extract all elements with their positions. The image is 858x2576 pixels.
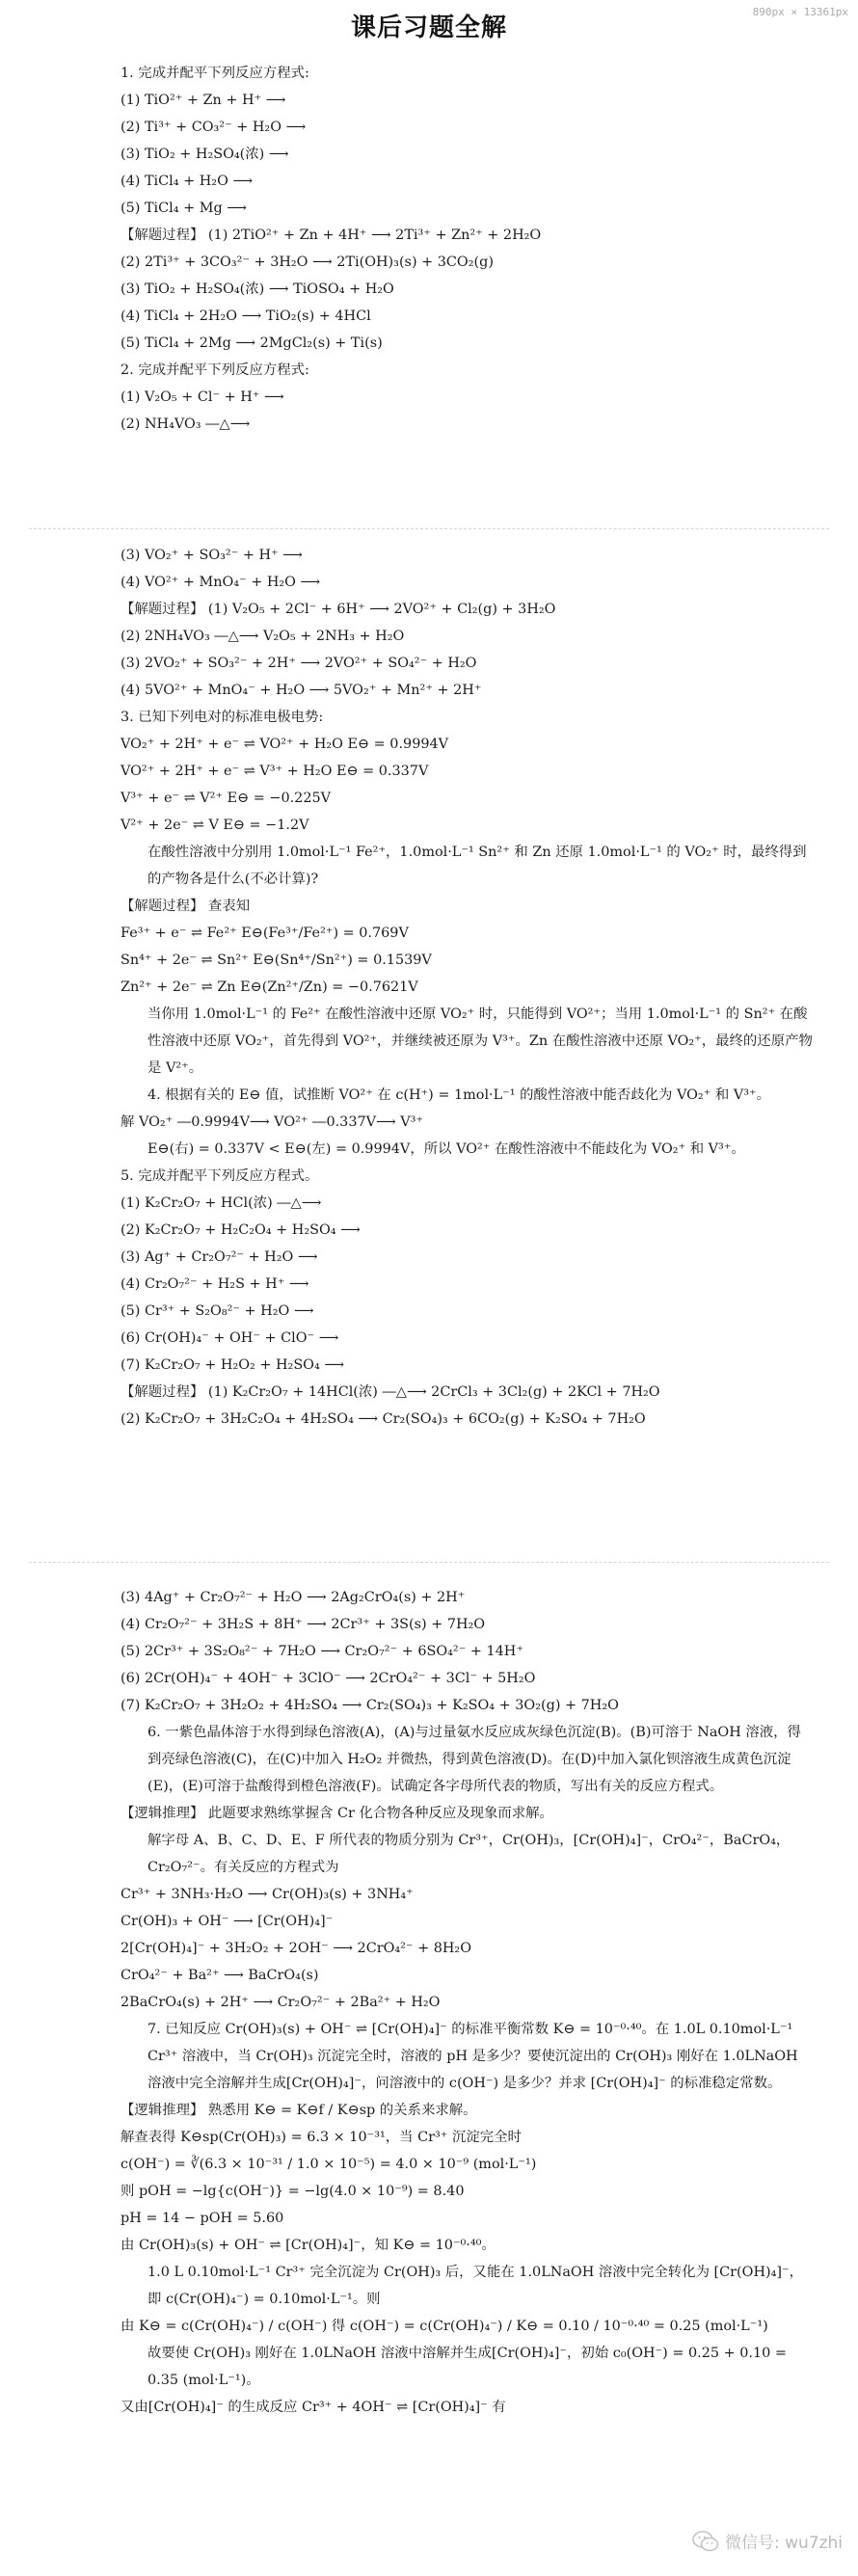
text-line: (5) TiCl₄ + 2Mg ⟶ 2MgCl₂(s) + Ti(s) xyxy=(121,335,383,351)
text-line: (4) VO²⁺ + MnO₄⁻ + H₂O ⟶ xyxy=(121,575,321,590)
text-line: 又由[Cr(OH)₄]⁻ 的生成反应 Cr³⁺ + 4OH⁻ ⇌ [Cr(OH)₄]⁻ 有 xyxy=(121,2400,506,2415)
text-line: 则 pOH = −lg{c(OH⁻)} = −lg(4.0 × 10⁻⁹) = 8.40 xyxy=(121,2184,465,2199)
text-line: 2BaCrO₄(s) + 2H⁺ ⟶ Cr₂O₇²⁻ + 2Ba²⁺ + H₂O xyxy=(121,1995,441,2010)
page-divider xyxy=(29,1562,829,1563)
page-header xyxy=(0,0,858,42)
text-paragraph: 当你用 1.0mol·L⁻¹ 的 Fe²⁺ 在酸性溶液中还原 VO₂⁺ 时，只能得到 VO²⁺；当用 1.0mol·L⁻¹ 的 Sn²⁺ 在酸性溶液中还原 VO₂⁺，首先得到 VO²⁺，并继续被还原为 V³⁺。Zn 在酸性溶液中还原 VO₂⁺，最终的还原产物是 V²⁺。 xyxy=(147,1006,813,1076)
text-line: 【解题过程】 (1) 2TiO²⁺ + Zn + 4H⁺ ⟶ 2Ti³⁺ + Zn²⁺ + 2H₂O xyxy=(121,228,542,243)
text-line: Sn⁴⁺ + 2e⁻ ⇌ Sn²⁺ E⊖(Sn⁴⁺/Sn²⁺) = 0.1539V xyxy=(121,953,432,968)
text-line: 【逻辑推理】 熟悉用 K⊖ = K⊖f / K⊖sp 的关系来求解。 xyxy=(121,2103,477,2118)
text-line: (3) TiO₂ + H₂SO₄(浓) ⟶ xyxy=(121,147,289,162)
text-line: (2) K₂Cr₂O₇ + 3H₂C₂O₄ + 4H₂SO₄ ⟶ Cr₂(SO₄)₃ + 6CO₂(g) + K₂SO₄ + 7H₂O xyxy=(121,1411,646,1427)
text-line: (6) Cr(OH)₄⁻ + OH⁻ + ClO⁻ ⟶ xyxy=(121,1330,339,1346)
text-line: (2) NH₄VO₃ ―△⟶ xyxy=(121,416,251,432)
text-paragraph: 7. 已知反应 Cr(OH)₃(s) + OH⁻ ⇌ [Cr(OH)₄]⁻ 的标准平衡常数 K⊖ = 10⁻⁰·⁴⁰。在 1.0L 0.10mol·L⁻¹ Cr³⁺ 溶液中，当 Cr(OH)₃ 沉淀完全时，溶液的 pH 是多少？要使沉淀出的 Cr(OH)₃ 刚好在 1.0LNaOH 溶液中完全溶解并生成[Cr(OH)₄]⁻，问溶液中的 c(OH⁻) 是多少？并求 [Cr(OH)₄]⁻ 的标准稳定常数。 xyxy=(147,2022,798,2091)
text-paragraph: 4. 根据有关的 E⊖ 值，试推断 VO²⁺ 在 c(H⁺) = 1mol·L⁻¹ 的酸性溶液中能否歧化为 VO₂⁺ 和 V³⁺。 xyxy=(147,1087,770,1103)
text-line: 【解题过程】 查表知 xyxy=(121,899,251,914)
text-line: 【解题过程】 (1) V₂O₅ + 2Cl⁻ + 6H⁺ ⟶ 2VO²⁺ + Cl₂(g) + 3H₂O xyxy=(121,602,556,617)
text-line: (2) 2Ti³⁺ + 3CO₃²⁻ + 3H₂O ⟶ 2Ti(OH)₃(s) + 3CO₂(g) xyxy=(121,255,494,270)
text-line: (7) K₂Cr₂O₇ + 3H₂O₂ + 4H₂SO₄ ⟶ Cr₂(SO₄)₃ + K₂SO₄ + 3O₂(g) + 7H₂O xyxy=(121,1698,619,1713)
text-line: VO₂⁺ + 2H⁺ + e⁻ ⇌ VO²⁺ + H₂O E⊖ = 0.9994V xyxy=(121,737,449,752)
text-line: (1) TiO²⁺ + Zn + H⁺ ⟶ xyxy=(121,93,286,108)
page-section-3 xyxy=(121,1584,815,2421)
text-line: (2) Ti³⁺ + CO₃²⁻ + H₂O ⟶ xyxy=(121,120,307,135)
text-line: (3) 2VO₂⁺ + SO₃²⁻ + 2H⁺ ⟶ 2VO²⁺ + SO₄²⁻ + H₂O xyxy=(121,656,477,671)
text-paragraph: 故要使 Cr(OH)₃ 刚好在 1.0LNaOH 溶液中溶解并生成[Cr(OH)₄]⁻，初始 c₀(OH⁻) = 0.25 + 0.10 = 0.35 (mol·L⁻¹)。 xyxy=(147,2346,787,2388)
wechat-watermark xyxy=(692,2529,843,2553)
text-line: 5. 完成并配平下列反应方程式。 xyxy=(121,1168,319,1184)
text-line: V²⁺ + 2e⁻ ⇌ V E⊖ = −1.2V xyxy=(121,818,309,833)
text-line: (4) TiCl₄ + H₂O ⟶ xyxy=(121,174,254,189)
text-line: (2) 2NH₄VO₃ ―△⟶ V₂O₅ + 2NH₃ + H₂O xyxy=(121,629,405,644)
text-paragraph: 1.0 L 0.10mol·L⁻¹ Cr³⁺ 完全沉淀为 Cr(OH)₃ 后，又能在 1.0LNaOH 溶液中完全转化为 [Cr(OH)₄]⁻，即 c(Cr(OH)₄⁻) = 0.10mol·L⁻¹。则 xyxy=(147,2265,803,2307)
text-line: (3) 4Ag⁺ + Cr₂O₇²⁻ + H₂O ⟶ 2Ag₂CrO₄(s) + 2H⁺ xyxy=(121,1590,466,1605)
page-divider xyxy=(29,528,829,529)
text-line: (5) TiCl₄ + Mg ⟶ xyxy=(121,201,247,216)
text-line: VO²⁺ + 2H⁺ + e⁻ ⇌ V³⁺ + H₂O E⊖ = 0.337V xyxy=(121,764,429,779)
wechat-icon xyxy=(692,2530,719,2553)
image-dimensions-label: 890px × 13361px xyxy=(752,6,848,18)
text-line: V³⁺ + e⁻ ⇌ V²⁺ E⊖ = −0.225V xyxy=(121,791,332,806)
page-title: 课后习题全解 xyxy=(350,13,507,42)
text-line: 3. 已知下列电对的标准电极电势: xyxy=(121,710,324,725)
text-line: Cr(OH)₃ + OH⁻ ⟶ [Cr(OH)₄]⁻ xyxy=(121,1914,334,1929)
watermark-text: 微信号: wu7zhi xyxy=(724,2534,843,2553)
text-line: 由 Cr(OH)₃(s) + OH⁻ ⇌ [Cr(OH)₄]⁻，知 K⊖ = 10⁻⁰·⁴⁰。 xyxy=(121,2238,496,2253)
text-line: (3) Ag⁺ + Cr₂O₇²⁻ + H₂O ⟶ xyxy=(121,1249,318,1265)
text-line: 1. 完成并配平下列反应方程式: xyxy=(121,66,309,81)
text-line: 【解题过程】 (1) K₂Cr₂O₇ + 14HCl(浓) ―△⟶ 2CrCl₃ + 3Cl₂(g) + 2KCl + 7H₂O xyxy=(121,1384,660,1400)
text-line: (3) TiO₂ + H₂SO₄(浓) ⟶ TiOSO₄ + H₂O xyxy=(121,282,394,297)
text-line: (5) 2Cr³⁺ + 3S₂O₈²⁻ + 7H₂O ⟶ Cr₂O₇²⁻ + 6SO₄²⁻ + 14H⁺ xyxy=(121,1644,523,1659)
text-line: (7) K₂Cr₂O₇ + H₂O₂ + H₂SO₄ ⟶ xyxy=(121,1357,344,1373)
text-line: 解 VO₂⁺ ―0.9994V⟶ VO²⁺ ―0.337V⟶ V³⁺ xyxy=(121,1114,424,1130)
page-section-1 xyxy=(121,60,815,438)
text-paragraph: 解字母 A、B、C、D、E、F 所代表的物质分别为 Cr³⁺，Cr(OH)₃，[Cr(OH)₄]⁻，CrO₄²⁻，BaCrO₄，Cr₂O₇²⁻。有关反应的方程式为 xyxy=(147,1833,791,1875)
text-paragraph: 6. 一紫色晶体溶于水得到绿色溶液(A)，(A)与过量氨水反应成灰绿色沉淀(B)。(B)可溶于 NaOH 溶液，得到亮绿色溶液(C)，在(C)中加入 H₂O₂ 并微热，得到黄色溶液(D)。在(D)中加入氯化钡溶液生成黄色沉淀(E)，(E)可溶于盐酸得到橙色溶液(F)。试确定各字母所代表的物质，写出有关的反应方程式。 xyxy=(147,1725,801,1794)
text-paragraph: E⊖(右) = 0.337V < E⊖(左) = 0.9994V，所以 VO²⁺ 在酸性溶液中不能歧化为 VO₂⁺ 和 V³⁺。 xyxy=(147,1141,745,1157)
text-line: (3) VO₂⁺ + SO₃²⁻ + H⁺ ⟶ xyxy=(121,548,303,563)
text-line: 2. 完成并配平下列反应方程式: xyxy=(121,362,309,378)
page-section-2 xyxy=(121,542,815,1433)
text-line: (4) 5VO²⁺ + MnO₄⁻ + H₂O ⟶ 5VO₂⁺ + Mn²⁺ + 2H⁺ xyxy=(121,683,482,698)
text-line: Fe³⁺ + e⁻ ⇌ Fe²⁺ E⊖(Fe³⁺/Fe²⁺) = 0.769V xyxy=(121,926,409,941)
text-paragraph: 在酸性溶液中分别用 1.0mol·L⁻¹ Fe²⁺，1.0mol·L⁻¹ Sn²⁺ 和 Zn 还原 1.0mol·L⁻¹ 的 VO₂⁺ 时，最终得到的产物各是什么(不必计算)? xyxy=(147,845,807,887)
text-line: (1) V₂O₅ + Cl⁻ + H⁺ ⟶ xyxy=(121,389,284,405)
text-line: pH = 14 − pOH = 5.60 xyxy=(121,2211,284,2226)
text-line: (5) Cr³⁺ + S₂O₈²⁻ + H₂O ⟶ xyxy=(121,1303,314,1319)
text-line: 2[Cr(OH)₄]⁻ + 3H₂O₂ + 2OH⁻ ⟶ 2CrO₄²⁻ + 8H₂O xyxy=(121,1941,472,1956)
text-line: (1) K₂Cr₂O₇ + HCl(浓) ―△⟶ xyxy=(121,1195,322,1211)
text-line: CrO₄²⁻ + Ba²⁺ ⟶ BaCrO₄(s) xyxy=(121,1968,319,1983)
text-line: Zn²⁺ + 2e⁻ ⇌ Zn E⊖(Zn²⁺/Zn) = −0.7621V xyxy=(121,979,418,995)
text-line: 由 K⊖ = c(Cr(OH)₄⁻) / c(OH⁻) 得 c(OH⁻) = c(Cr(OH)₄⁻) / K⊖ = 0.10 / 10⁻⁰·⁴⁰ = 0.25 (mol·L⁻¹) xyxy=(121,2319,768,2334)
text-line: Cr³⁺ + 3NH₃·H₂O ⟶ Cr(OH)₃(s) + 3NH₄⁺ xyxy=(121,1887,414,1902)
text-line: (2) K₂Cr₂O₇ + H₂C₂O₄ + H₂SO₄ ⟶ xyxy=(121,1222,361,1238)
text-line: c(OH⁻) = ∛(6.3 × 10⁻³¹ / 1.0 × 10⁻⁵) = 4.0 × 10⁻⁹ (mol·L⁻¹) xyxy=(121,2157,537,2172)
text-line: 解查表得 K⊖sp(Cr(OH)₃) = 6.3 × 10⁻³¹，当 Cr³⁺ 沉淀完全时 xyxy=(121,2130,522,2145)
text-line: (4) Cr₂O₇²⁻ + H₂S + H⁺ ⟶ xyxy=(121,1276,309,1292)
text-line: 【逻辑推理】 此题要求熟练掌握含 Cr 化合物各种反应及现象而求解。 xyxy=(121,1806,553,1821)
text-line: (4) TiCl₄ + 2H₂O ⟶ TiO₂(s) + 4HCl xyxy=(121,309,371,324)
text-line: (6) 2Cr(OH)₄⁻ + 4OH⁻ + 3ClO⁻ ⟶ 2CrO₄²⁻ + 3Cl⁻ + 5H₂O xyxy=(121,1671,536,1686)
text-line: (4) Cr₂O₇²⁻ + 3H₂S + 8H⁺ ⟶ 2Cr³⁺ + 3S(s) + 7H₂O xyxy=(121,1617,486,1632)
